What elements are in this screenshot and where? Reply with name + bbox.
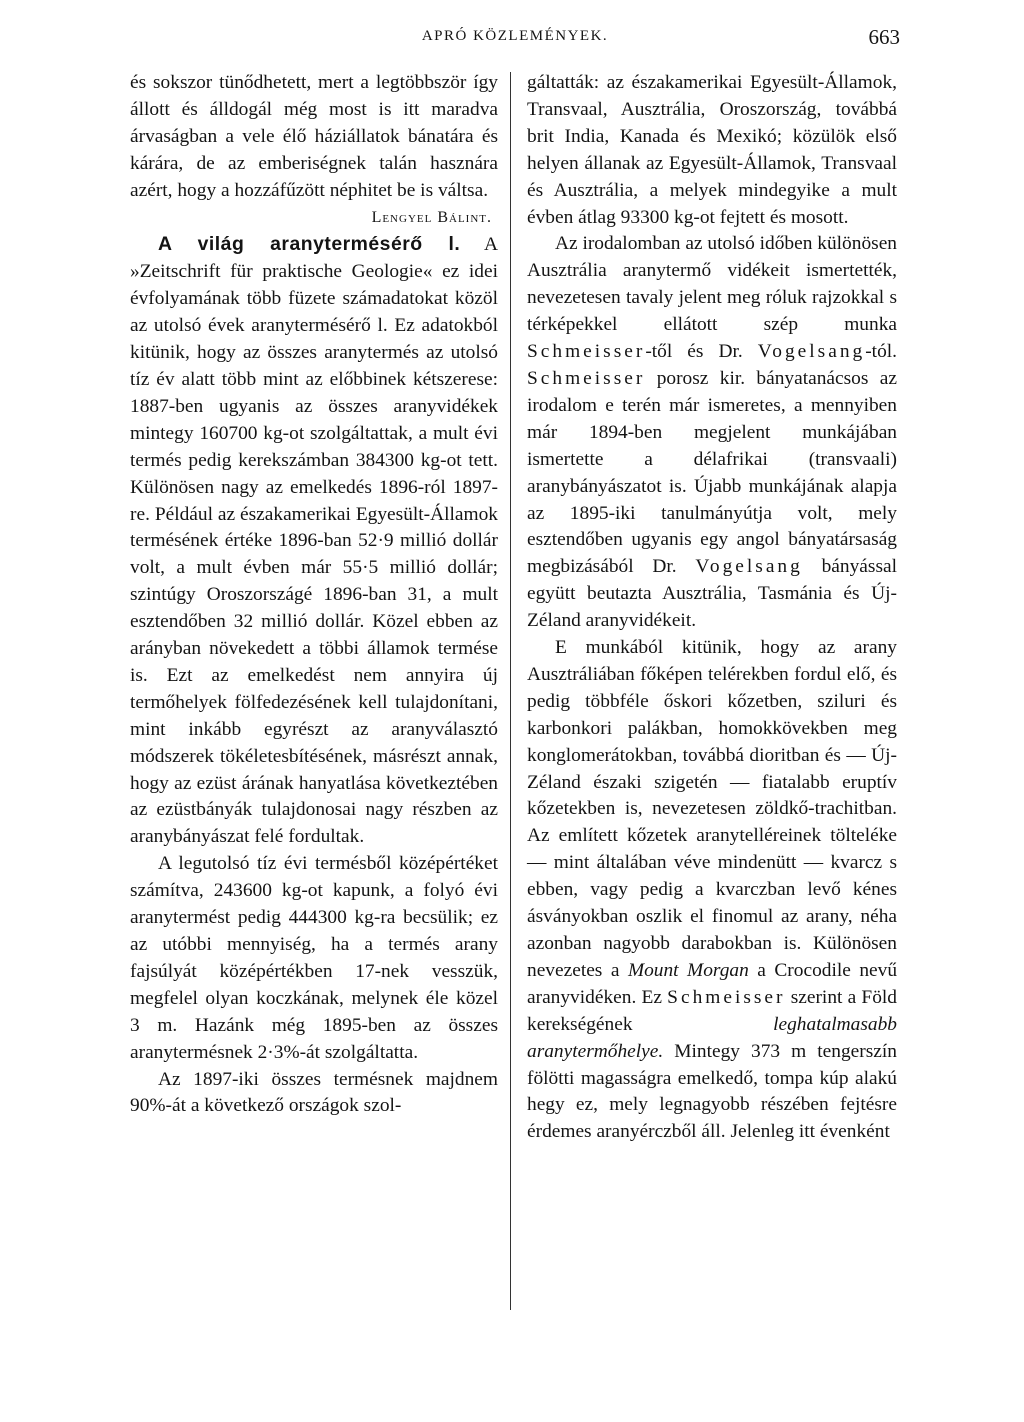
text-run: a Crocodile nevű aranyvidéken. Ez bbox=[527, 959, 898, 1008]
section-paragraph bbox=[130, 231, 498, 851]
text-run: szerint a Föld kerekségének bbox=[527, 986, 897, 1035]
author-signature: Lengyel Bálint. bbox=[371, 208, 492, 226]
text-run: Az irodalomban az utolsó időben különösen Ausztrália aranytermő vidékeit ismertették, nevezetesen tavaly jelent meg róluk rajzokkal s térképekkel ellátott szép munka bbox=[527, 233, 897, 336]
text-run: -től és Dr. bbox=[645, 341, 743, 363]
page-number: 663 bbox=[868, 25, 900, 49]
right-column bbox=[527, 70, 897, 1146]
author-name: Schmeisser bbox=[527, 367, 646, 389]
author-name: Vogelsang bbox=[695, 556, 803, 578]
author-name: Vogelsang bbox=[757, 341, 866, 363]
paragraph: gáltatták: az északamerikai Egyesült-Államok, Transvaal, Ausztrália, Oroszország, továbbá brit India, Kanada és Mexikó; közülök első helyen állanak az Egyesült-Államok, Transvaal és Ausztrália, a melyek mindegyike a mult évben átlag 93300 kg-ot fejtett és mosott. bbox=[527, 72, 897, 228]
place-name: Mount Morgan bbox=[627, 959, 749, 981]
emphasis: leghatalmasabb aranytermőhelye. bbox=[527, 1013, 897, 1062]
column-divider bbox=[510, 72, 511, 1310]
author-name: Schmeisser bbox=[667, 986, 786, 1008]
paragraph bbox=[527, 231, 897, 635]
text-run: porosz kir. bányatanácsos az irodalom e terén már ismeretes, a mennyiben már 1894-ben megjelent munkájában ismertette a délafrikai (transvaali) aranybányászatot is. Újabb munkájának alapja az 1895-iki tanulmányútja volt, mely esztendőben ugyanis egy angol bányatársaság megbizásából Dr. bbox=[527, 367, 897, 578]
running-title: APRÓ KÖZLEMÉNYEK. bbox=[421, 28, 609, 44]
left-column bbox=[130, 70, 498, 1120]
text-run: bányással együtt beutazta Ausztrália, Tasmánia és Új-Zéland aranyvidékeit. bbox=[527, 556, 897, 632]
paragraph: A legutolsó tíz évi termésből középértéket számítva, 243600 kg-ot kapunk, a folyó évi aranytermést pedig 444300 kg-ra becsülik; ez az utóbbi mennyiség, ha a termés arany fajsúlyát középértékben 17-nek vesszük, megfelel olyan koczkának, melynek éle közel 3 m. Hazánk még 1895-ben az összes aranytermésnek 2·3%-át szolgáltatta. bbox=[130, 853, 498, 1063]
paragraph: Az 1897-iki összes termésnek majdnem 90%-át a következő országok szol- bbox=[130, 1068, 498, 1117]
section-heading: A világ aranytermésérő l. bbox=[158, 233, 461, 256]
author-name: Schmeisser bbox=[527, 341, 646, 363]
text-run: -tól. bbox=[865, 341, 897, 363]
page-header bbox=[130, 25, 900, 58]
paragraph bbox=[527, 635, 897, 1146]
paragraph-text: A »Zeitschrift für praktische Geologie« ez idei évfolyamának több füzete számadatokat közöl az utolsó évek aranytermésérő l. Ez adatokból kitünik, hogy az összes aranytermés az utolsó tíz év alatt több mint az előbbinek kétszerese: 1887-ben ugyanis az összes aranyvidékek mintegy 160700 kg-ot szolgáltattak, a mult évi termés pedig kerekszámban 384300 kg-ot tett. Különösen nagy az emelkedés 1896-ról 1897-re. Például az északamerikai Egyesült-Államok termésének értéke 1896-ban 52·9 millió dollár volt, a mult évben már 55·5 millió dollár; szintúgy Oroszországé 1896-ban 31, a mult esztendőben 32 millió dollár. Közel ebben az arányban növekedett a többi államok termése is. Ezt az emelkedést nem annyira új termőhelyek fölfedezésének kell tulajdonítani, mint inkább egyrészt az aranyválasztó módszerek tökéletesbítésének, másrészt annak, hogy az ezüst árának hanyatlása következtében az ezüstbányák tulajdonosai nagy részben az aranybányászat felé fordultak. bbox=[130, 234, 498, 848]
text-run: E munkából kitünik, hogy az arany Ausztráliában főképen telérekben fordul elő, és pedig többféle őskori kőzetben, sziluri és karbonkori palákban, homokkövekben meg konglomerátokban, továbbá dioritban és — Új-Zéland északi szigetén — fiatalabb eruptív kőzetekben is, nevezetesen zöldkő-trachitban. Az említett kőzetek aranytelléreinek tölteléke — mint általában véve mindenütt — kvarcz s ebben, vagy pedig a kvarczban levő kénes ásványokban oszlik el finomul az arany, néha azonban nagyobb darabokban is. Különösen nevezetes a bbox=[527, 637, 897, 981]
text-run: Mintegy 373 m tengerszín fölötti magasságra emelkedő, tompa kúp alakú hegy ez, mely legnagyobb részében fejtésre érdemes aranyérczből áll. Jelenleg itt évenként bbox=[527, 1040, 897, 1143]
paragraph: és sokszor tünődhetett, mert a legtöbbször így állott és álldogál még most is itt maradva árvaságban a vele élő háziállatok bánatára és kárára, de az emberiségnek talán hasznára azért, hogy a hozzáfűzött néphitet be is váltsa. bbox=[130, 72, 498, 201]
